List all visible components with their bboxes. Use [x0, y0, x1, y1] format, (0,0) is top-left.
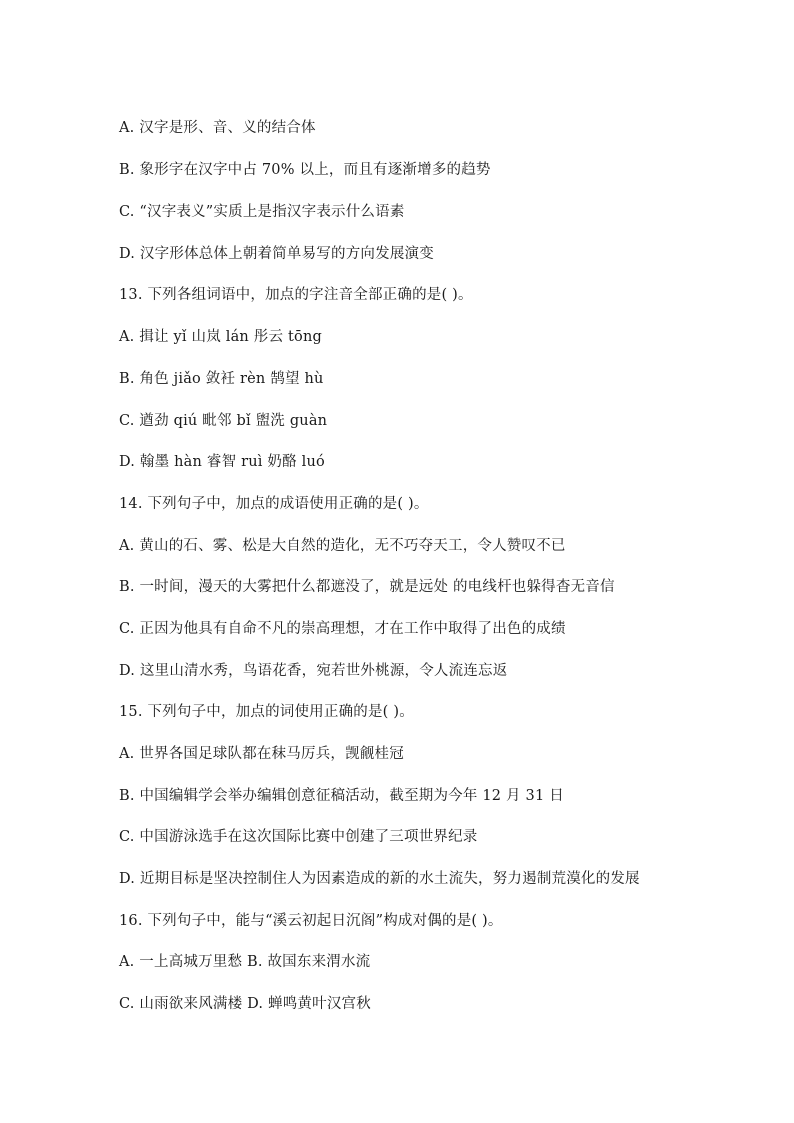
q15-option-d: D. 近期目标是坚决控制住人为因素造成的新的水土流失，努力遏制荒漠化的发展: [119, 871, 640, 887]
option-d-text: D. 汉字形体总体上朝着简单易写的方向发展演变: [119, 246, 434, 262]
question-16: 16. 下列句子中，能与“溪云初起日沉阁”构成对偶的是( )。: [119, 913, 503, 929]
q13-option-b: B. 角色 jiǎo 敛衽 rèn 鹄望 hù: [119, 371, 324, 387]
q14-option-b: B. 一时间，漫天的大雾把什么都遮没了，就是远处 的电线杆也躲得杳无音信: [119, 579, 615, 595]
q16-options-ab: A. 一上高城万里愁 B. 故国东来渭水流: [119, 954, 371, 970]
q15-option-b: B. 中国编辑学会举办编辑创意征稿活动，截至期为今年 12 月 31 日: [119, 788, 564, 804]
q13-option-d: D. 翰墨 hàn 睿智 ruì 奶酪 luó: [119, 454, 325, 470]
q16-options-cd: C. 山雨欲来风满楼 D. 蝉鸣黄叶汉宫秋: [119, 996, 371, 1012]
question-14: 14. 下列句子中，加点的成语使用正确的是( )。: [119, 496, 429, 512]
option-c-text: C. “汉字表义”实质上是指汉字表示什么语素: [119, 204, 405, 220]
q13-option-a: A. 揖让 yǐ 山岚 lán 彤云 tōng: [119, 329, 322, 345]
option-a-text: A. 汉字是形、音、义的结合体: [119, 120, 316, 136]
q15-option-c: C. 中国游泳选手在这次国际比赛中创建了三项世界纪录: [119, 829, 478, 845]
q13-option-c: C. 遒劲 qiú 毗邻 bǐ 盥洗 guàn: [119, 413, 328, 429]
q14-option-a: A. 黄山的石、雾、松是大自然的造化，无不巧夺天工，令人赞叹不已: [119, 538, 566, 554]
option-b-text: B. 象形字在汉字中占 70% 以上，而且有逐渐增多的趋势: [119, 162, 491, 178]
question-15: 15. 下列句子中，加点的词使用正确的是( )。: [119, 704, 414, 720]
q14-option-d: D. 这里山清水秀，鸟语花香，宛若世外桃源，令人流连忘返: [119, 663, 508, 679]
q15-option-a: A. 世界各国足球队都在秣马厉兵，觊觎桂冠: [119, 746, 404, 762]
question-13: 13. 下列各组词语中，加点的字注音全部正确的是( )。: [119, 287, 473, 303]
q14-option-c: C. 正因为他具有自命不凡的崇高理想，才在工作中取得了出色的成绩: [119, 621, 566, 637]
